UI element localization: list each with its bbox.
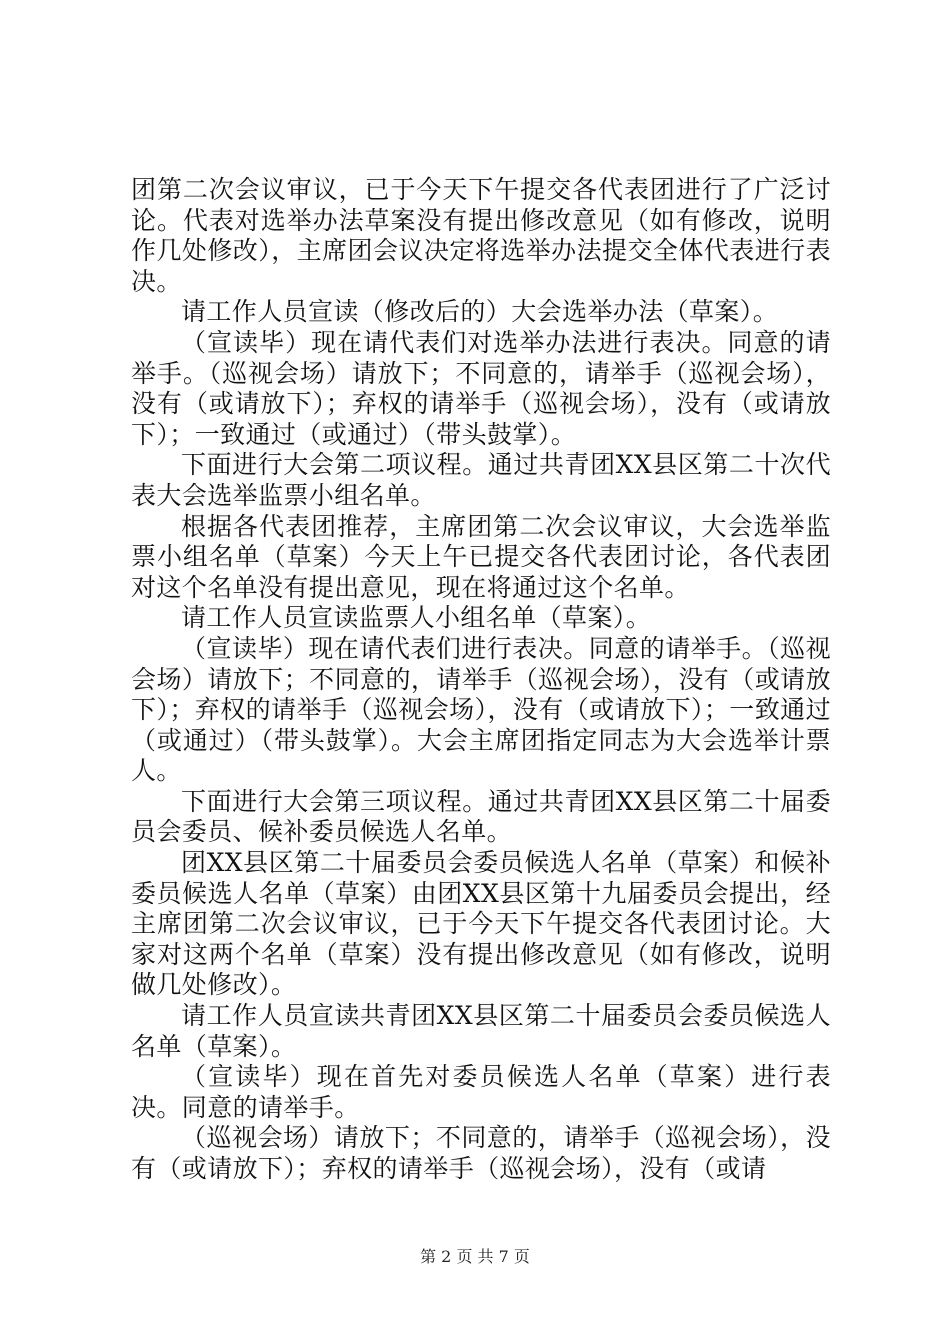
paragraph-9: 团XX县区第二十届委员会委员候选人名单（草案）和候补委员候选人名单（草案）由团XX县区第十九届委员会提出，经主席团第二次会议审议，已于今天下午提交各代表团讨论。大家对这两个名单（草案）没有提出修改意见（如有修改，说明做几处修改）。 xyxy=(131,848,831,1000)
paragraph-8: 下面进行大会第三项议程。通过共青团XX县区第二十届委员会委员、候补委员候选人名单。 xyxy=(131,786,831,847)
paragraph-4: 下面进行大会第二项议程。通过共青团XX县区第二十次代表大会选举监票小组名单。 xyxy=(131,450,831,510)
page-footer: 第 2 页 共 7 页 xyxy=(420,1247,530,1266)
paragraph-12: （巡视会场）请放下；不同意的，请举手（巡视会场），没有（或请放下）；弃权的请举手（巡视会场），没有（或请 xyxy=(131,1123,831,1183)
paragraph-6: 请工作人员宣读监票人小组名单（草案）。 xyxy=(181,603,652,633)
paragraph-1: 团第二次会议审议，已于今天下午提交各代表团进行了广泛讨论。代表对选举办法草案没有提出修改意见（如有修改，说明作几处修改），主席团会议决定将选举办法提交全体代表进行表决。 xyxy=(131,175,831,296)
paragraph-5: 根据各代表团推荐，主席团第二次会议审议，大会选举监票小组名单（草案）今天上午已提交各代表团讨论，各代表团对这个名单没有提出意见，现在将通过这个名单。 xyxy=(131,511,831,602)
paragraph-7: （宣读毕）现在请代表们进行表决。同意的请举手。（巡视会场）请放下；不同意的，请举手（巡视会场），没有（或请放下）；弃权的请举手（巡视会场），没有（或请放下）；一致通过（或通过）（带头鼓掌）。大会主席团指定同志为大会选举计票人。 xyxy=(131,633,831,786)
paragraph-11: （宣读毕）现在首先对委员候选人名单（草案）进行表决。同意的请举手。 xyxy=(131,1062,831,1122)
paragraph-2: 请工作人员宣读（修改后的）大会选举办法（草案）。 xyxy=(181,297,779,327)
document-body xyxy=(131,175,831,1185)
paragraph-10: 请工作人员宣读共青团XX县区第二十届委员会委员候选人名单（草案）。 xyxy=(131,1001,831,1061)
paragraph-3: （宣读毕）现在请代表们对选举办法进行表决。同意的请举手。（巡视会场）请放下；不同意的，请举手（巡视会场），没有（或请放下）；弃权的请举手（巡视会场），没有（或请放下）；一致通过（或通过）（带头鼓掌）。 xyxy=(131,327,831,449)
